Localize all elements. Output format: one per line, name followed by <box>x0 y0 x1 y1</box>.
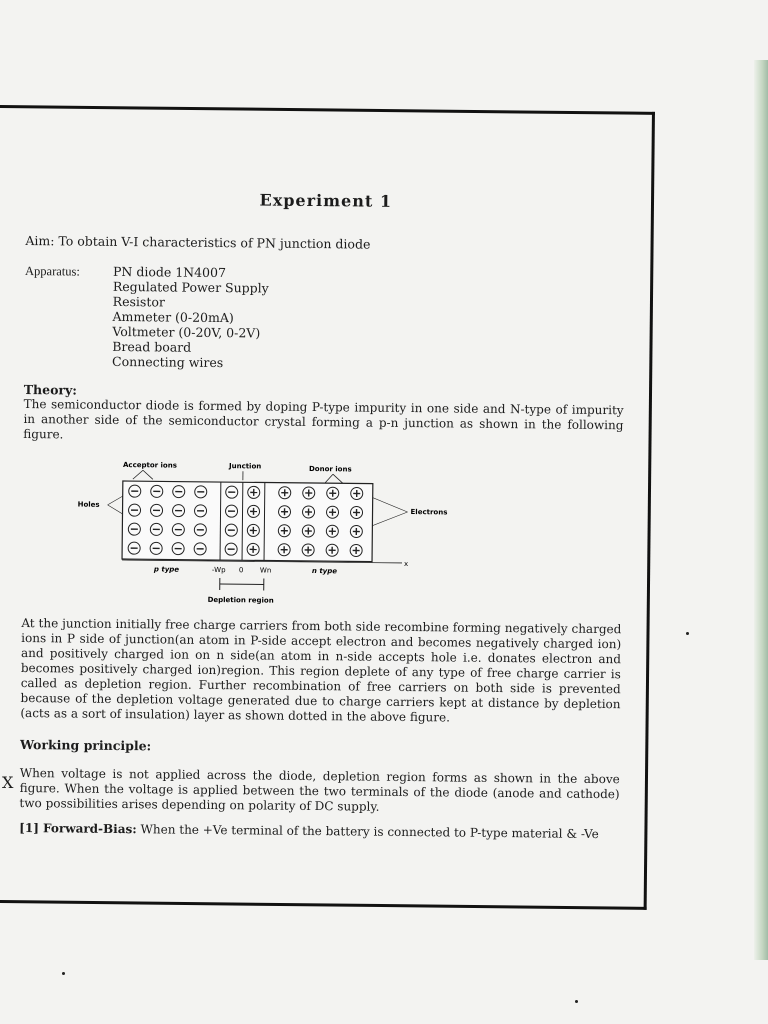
junction-label: Junction <box>228 462 262 471</box>
acceptor-label: Acceptor ions <box>122 461 177 470</box>
apparatus-item: Ammeter (0-20mA) <box>112 308 234 326</box>
donor-label: Donor ions <box>308 464 352 474</box>
aim-line: Aim: To obtain V-I characteristics of PN junction diode <box>25 232 371 252</box>
page-edge-shadow <box>754 60 768 960</box>
ntype-label: n type <box>311 567 338 576</box>
theory-paragraph-1: The semiconductor diode is formed by doping P-type impurity in one side and N-type of impurity in another side of the semiconductor crystal forming a p-n junction as shown in the following figure. <box>23 396 624 442</box>
apparatus-item: Bread board <box>112 338 192 355</box>
wn-label: Wn <box>259 566 272 575</box>
theory-paragraph-2: At the junction initially free charge carriers from both side recombine forming negatively charged ions in P side of junction(an atom in P-side accept electron and becomes negatively charged ion) and positively charged ion on n side(an atom in n-side accepts hole i.e. donates electron and becomes positively charged ion)region. This region deplete of any type of free charge carrier is called as depletion region. Further recombination of free carriers on both side is prevented because of the depletion voltage generated due to charge carriers kept at distance by depletion (acts as a sort of insulation) layer as shown dotted in the above figure. <box>20 615 622 725</box>
zero-label: 0 <box>238 566 244 575</box>
speck <box>575 1000 578 1003</box>
apparatus-item: Voltmeter (0-20V, 0-2V) <box>112 323 261 341</box>
apparatus-item: Resistor <box>112 293 165 310</box>
apparatus-list <box>112 264 269 371</box>
speck <box>686 632 689 635</box>
depletion-label: Depletion region <box>207 595 274 605</box>
working-paragraph-1: When voltage is not applied across the diode, depletion region forms as shown in the above figure. When the voltage is applied between the two terminals of the diode (anode and cathode) two possibilities arises depending on polarity of DC supply. <box>19 765 620 814</box>
document-page <box>19 180 626 842</box>
theory-heading: Theory: <box>23 381 78 398</box>
x-axis-label: x <box>403 559 409 569</box>
apparatus-label: Apparatus: <box>24 263 80 279</box>
margin-mark: X <box>2 773 14 792</box>
speck <box>62 972 65 975</box>
working-heading: Working principle: <box>20 736 152 754</box>
ptype-label: p type <box>153 565 180 574</box>
forward-bias-text: When the +Ve terminal of the battery is connected to P-type material & -Ve <box>140 822 599 842</box>
forward-bias-label: [1] Forward-Bias: <box>19 820 137 837</box>
apparatus-item: PN diode 1N4007 <box>112 263 227 281</box>
holes-label: Holes <box>77 500 100 509</box>
page-title: Experiment 1 <box>259 190 393 211</box>
pn-junction-figure <box>62 456 464 610</box>
electrons-label: Electrons <box>410 508 448 517</box>
wp-label: -Wp <box>211 565 226 575</box>
apparatus-item: Regulated Power Supply <box>112 278 269 296</box>
apparatus-item: Connecting wires <box>112 353 224 371</box>
apparatus-section <box>24 263 625 374</box>
